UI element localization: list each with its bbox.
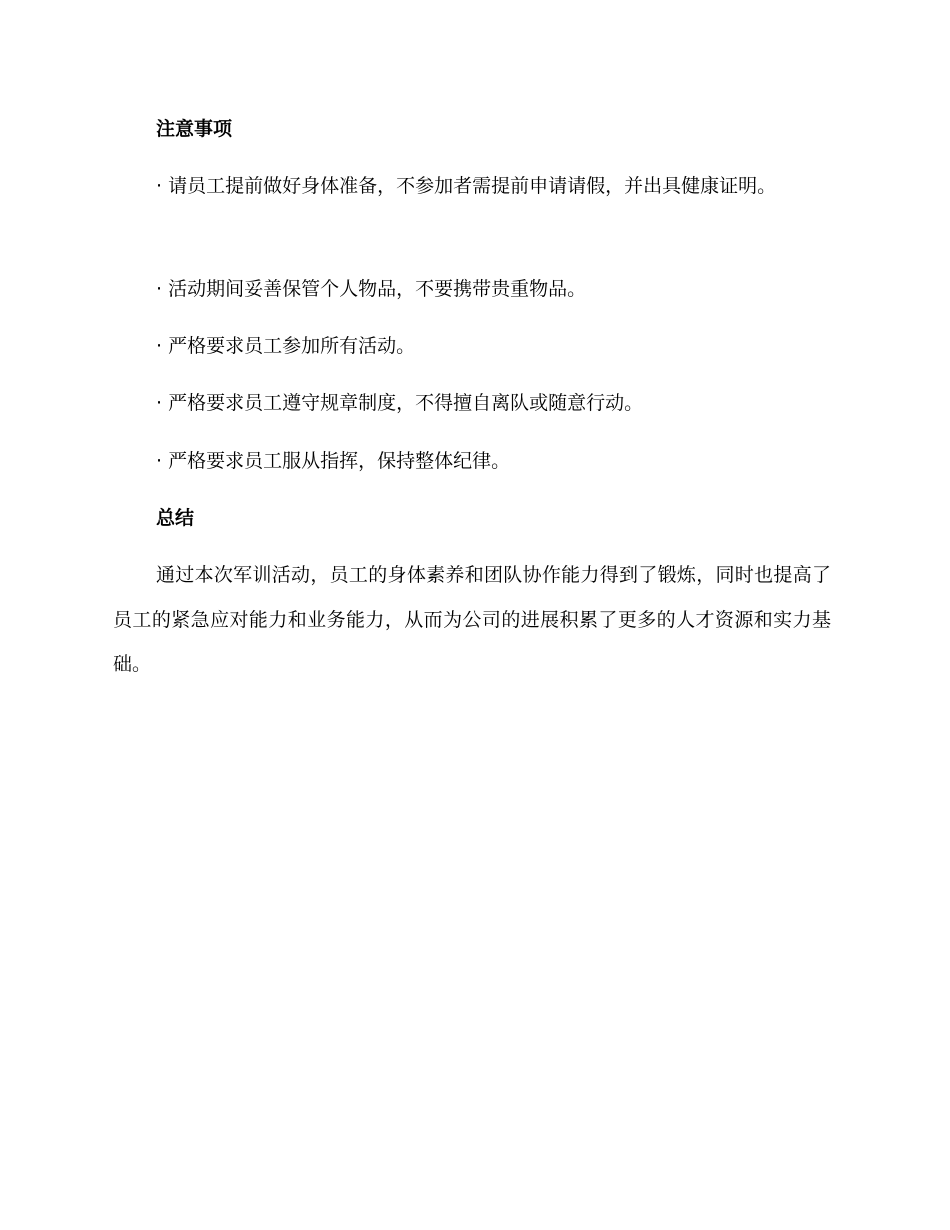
notes-item-1: · 请员工提前做好身体准备，不参加者需提前申请请假，并出具健康证明。 (156, 175, 777, 197)
notes-item-5: · 严格要求员工服从指挥，保持整体纪律。 (156, 450, 511, 472)
notes-item-2: · 活动期间妥善保管个人物品，不要携带贵重物品。 (156, 278, 587, 300)
summary-paragraph: 通过本次军训活动，员工的身体素养和团队协作能力得到了锻炼，同时也提高了员工的紧急应对能力和业务能力，从而为公司的进展积累了更多的人才资源和实力基础。 (113, 564, 831, 675)
summary-heading: 总结 (156, 507, 195, 529)
notes-item-3: · 严格要求员工参加所有活动。 (156, 335, 416, 357)
notes-heading: 注意事项 (156, 118, 233, 140)
notes-item-4: · 严格要求员工遵守规章制度，不得擅自离队或随意行动。 (156, 392, 644, 414)
